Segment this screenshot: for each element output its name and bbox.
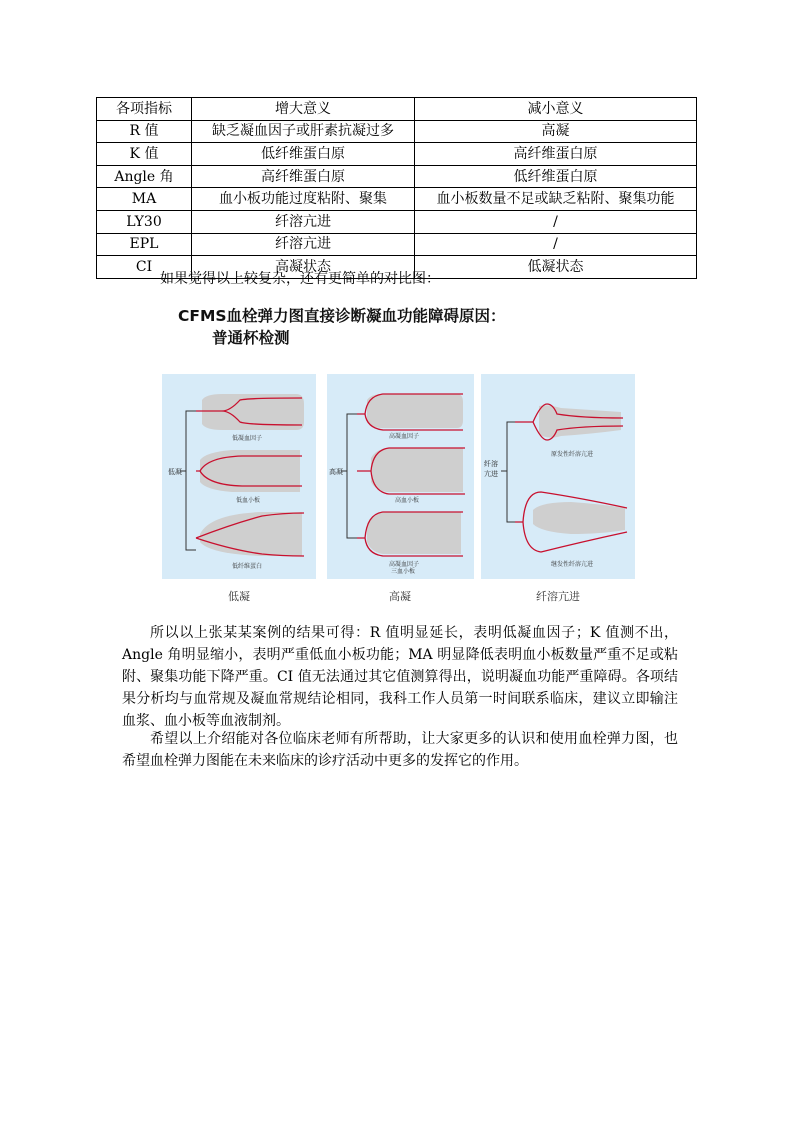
trace-fill [533, 502, 625, 534]
hypercoagulable-diagram [327, 374, 474, 579]
table-header-cell: 各项指标 [97, 98, 192, 121]
sub-label: 高血小板 [395, 497, 420, 504]
table-cell: LY30 [97, 210, 192, 233]
bracket-line [180, 411, 196, 550]
table-cell: 血小板功能过度粘附、聚集 [192, 188, 415, 211]
table-cell: 高凝 [415, 120, 697, 143]
paragraph: 所以以上张某某案例的结果可得：R 值明显延长，表明低凝血因子；K 值测不出，Angle 角明显缩小，表明严重低血小板功能；MA 明显降低表明血小板数量严重不足或粘附、聚集功能下降严重。CI 值无法通过其它值测算得出，说明凝血功能严重障碍。各项结果分析均与血常规及凝血常规结论相同，我科工作人员第一时间联系临床，建议立即输注血浆、血小板等血液制剂。 [122, 625, 678, 729]
trace-fill [367, 394, 463, 428]
panel-label: 低凝 [228, 590, 250, 603]
sub-label: 高凝血因子 [389, 433, 420, 440]
side-label: 纤溶 [484, 460, 498, 468]
trace-fill [539, 405, 621, 437]
panel-hyperfibrinolysis [481, 374, 635, 579]
figure-title-line2: 普通杯检测 [212, 329, 290, 347]
table-row [97, 120, 697, 143]
table-cell: 纤溶亢进 [192, 210, 415, 233]
table-header-cell: 减小意义 [415, 98, 697, 121]
table-row [97, 233, 697, 256]
table-cell: 高凝状态 [192, 256, 415, 279]
table-cell: / [415, 210, 697, 233]
panel-hypocoagulable [162, 374, 316, 579]
trace-fill [367, 512, 461, 554]
trace-fill [371, 448, 463, 492]
sub-label: 高凝血因子 [389, 561, 420, 568]
table-cell: 高纤维蛋白原 [192, 165, 415, 188]
paragraph: 希望以上介绍能对各位临床老师有所帮助，让大家更多的认识和使用血栓弹力图，也希望血栓弹力图能在未来临床的诊疗活动中更多的发挥它的作用。 [122, 731, 678, 769]
table-cell: CI [97, 256, 192, 279]
table-cell: K 值 [97, 143, 192, 166]
table-cell: 低纤维蛋白原 [192, 143, 415, 166]
table-row [97, 210, 697, 233]
table-cell: 纤溶亢进 [192, 233, 415, 256]
sub-label: 低凝血因子 [232, 435, 263, 442]
table-cell: 低纤维蛋白原 [415, 165, 697, 188]
table-cell: 低凝状态 [415, 256, 697, 279]
table-header-row [97, 98, 697, 121]
bracket-line [341, 414, 357, 538]
panel-label: 高凝 [389, 590, 411, 603]
side-label: 高凝 [329, 468, 343, 476]
table-header-cell: 增大意义 [192, 98, 415, 121]
figure-title-line1: CFMS血栓弹力图直接诊断凝血功能障碍原因： [178, 307, 506, 325]
table-cell: / [415, 233, 697, 256]
sub-label: 三血小板 [391, 568, 416, 575]
table-cell: R 值 [97, 120, 192, 143]
sub-label: 低纤维蛋白 [232, 563, 263, 570]
table-cell: Angle 角 [97, 165, 192, 188]
sub-label: 继发性纤溶亢进 [551, 561, 594, 568]
hypocoagulable-diagram [162, 374, 316, 579]
table-row [97, 188, 697, 211]
table-cell: 高纤维蛋白原 [415, 143, 697, 166]
parameter-table [96, 97, 697, 279]
table-row [97, 165, 697, 188]
table-cell: 缺乏凝血因子或肝素抗凝过多 [192, 120, 415, 143]
table-cell: EPL [97, 233, 192, 256]
table-cell: MA [97, 188, 192, 211]
panel-hypercoagulable [327, 374, 474, 579]
side-label: 亢进 [484, 470, 498, 478]
hyperfibrinolysis-diagram [481, 374, 635, 579]
side-label: 低凝 [168, 468, 182, 476]
sub-label: 低血小板 [236, 497, 261, 504]
table-row [97, 143, 697, 166]
figure-title [178, 305, 506, 349]
figure-intro-text: 如果觉得以上较复杂，还有更简单的对比图： [160, 271, 440, 287]
sub-label: 原发性纤溶亢进 [551, 451, 594, 458]
bracket-line [501, 422, 515, 522]
panel-label: 纤溶亢进 [536, 590, 580, 603]
table-cell: 血小板数量不足或缺乏粘附、聚集功能 [415, 188, 697, 211]
